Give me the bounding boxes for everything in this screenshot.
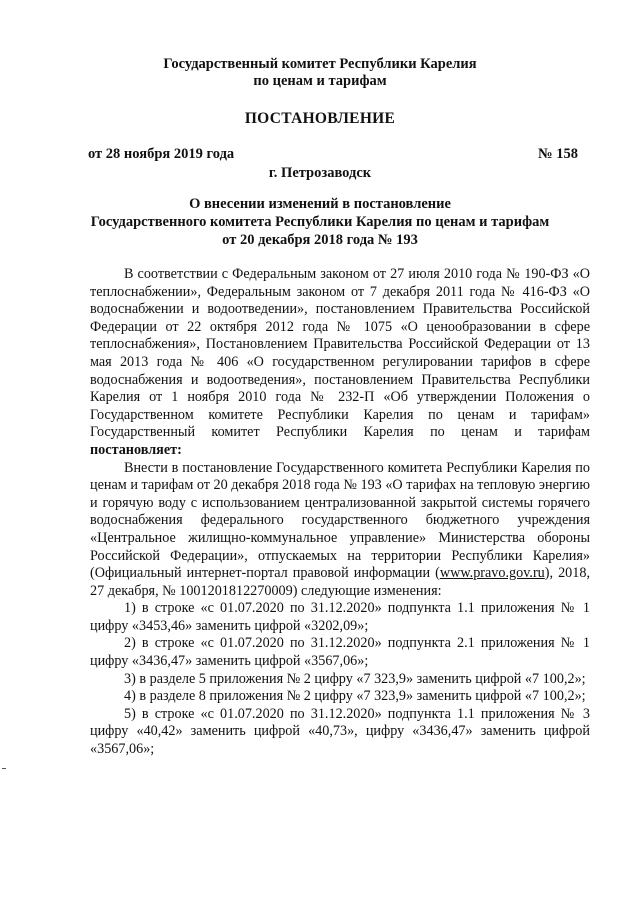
preamble-paragraph xyxy=(90,266,590,460)
organization-name-line2: по ценам и тарифам xyxy=(253,73,387,89)
document-body xyxy=(90,266,590,759)
amendment-text-end: ), 2018, 27 декабря, № 1001201812270009) следующие изменения: xyxy=(90,565,590,599)
amendment-paragraph xyxy=(90,460,590,601)
document-type-title: ПОСТАНОВЛЕНИЕ xyxy=(244,110,396,127)
amendment-item-2: 2) в строке «с 01.07.2020 по 31.12.2020» подпункта 2.1 приложения № 1 цифру «3436,47» заменить цифрой «3567,06»; xyxy=(90,635,590,670)
amendment-text: Внести в постановление Государственного комитета Республики Карелия по ценам и тарифам от 20 декабря 2018 года № 193 «О тарифах на тепловую энергию и горячую воду с использованием централизованной закрытой системы горячего водоснабжения федерального государственного бюджетного учреждения «Центральное жилищно-коммунальное управление» Министерства обороны Российской Федерации», отпускаемых на территории Республики Карелия» (Официальный интернет-портал правовой информации ( xyxy=(90,459,590,582)
resolves-keyword: постановляет xyxy=(90,441,178,458)
subject-line1: О внесении изменений в постановление xyxy=(189,196,451,212)
document-city: г. Петрозаводск xyxy=(268,165,372,181)
pravo-link[interactable]: www.pravo.gov.ru xyxy=(439,565,545,582)
preamble-text: В соответствии с Федеральным законом от 27 июля 2010 года № 190-ФЗ «О теплоснабжении», Федеральным законом от 7 декабря 2011 года № 416-ФЗ «О водоснабжении и водоотведении», постановлением Правительства Российской Федерации от 22 октября 2012 года № 1075 «О ценообразовании в сфере теплоснабжения», Постановлением Правительства Российской Федерации от 13 мая 2013 года № 406 «О государственном регулировании тарифов в сфере водоснабжения и водоотведения», постановлением Правительства Республики Карелия от 1 ноября 2010 года № 232-П «Об утверждении Положения о Государственном комитете Республики Карелия по ценам и тарифам» Государственный комитет Республики Карелия по ценам и тарифам xyxy=(90,266,590,441)
document-number: № 158 xyxy=(538,146,578,162)
amendment-item-1: 1) в строке «с 01.07.2020 по 31.12.2020» подпункта 1.1 приложения № 1 цифру «3453,46» заменить цифрой «3202,09»; xyxy=(90,600,590,634)
document-date: от 28 ноября 2019 года xyxy=(88,146,235,162)
amendment-item-4: 4) в разделе 8 приложения № 2 цифру «7 323,9» заменить цифрой «7 100,2»; xyxy=(124,688,586,705)
subject-line2: Государственного комитета Республики Карелия по ценам и тарифам xyxy=(90,214,550,230)
amendment-item-3: 3) в разделе 5 приложения № 2 цифру «7 323,9» заменить цифрой «7 100,2»; xyxy=(124,670,586,687)
amendment-item-5: 5) в строке «с 01.07.2020 по 31.12.2020» подпункта 1.1 приложения № 3 цифру «40,42» заменить цифрой «40,73», цифру «3436,47» заменить цифрой «3567,06»; xyxy=(90,705,590,758)
subject-line3: от 20 декабря 2018 года № 193 xyxy=(222,232,418,248)
organization-name-line1: Государственный комитет Республики Карелия xyxy=(163,56,477,72)
resolves-colon: : xyxy=(177,441,182,458)
margin-mark xyxy=(2,768,6,769)
